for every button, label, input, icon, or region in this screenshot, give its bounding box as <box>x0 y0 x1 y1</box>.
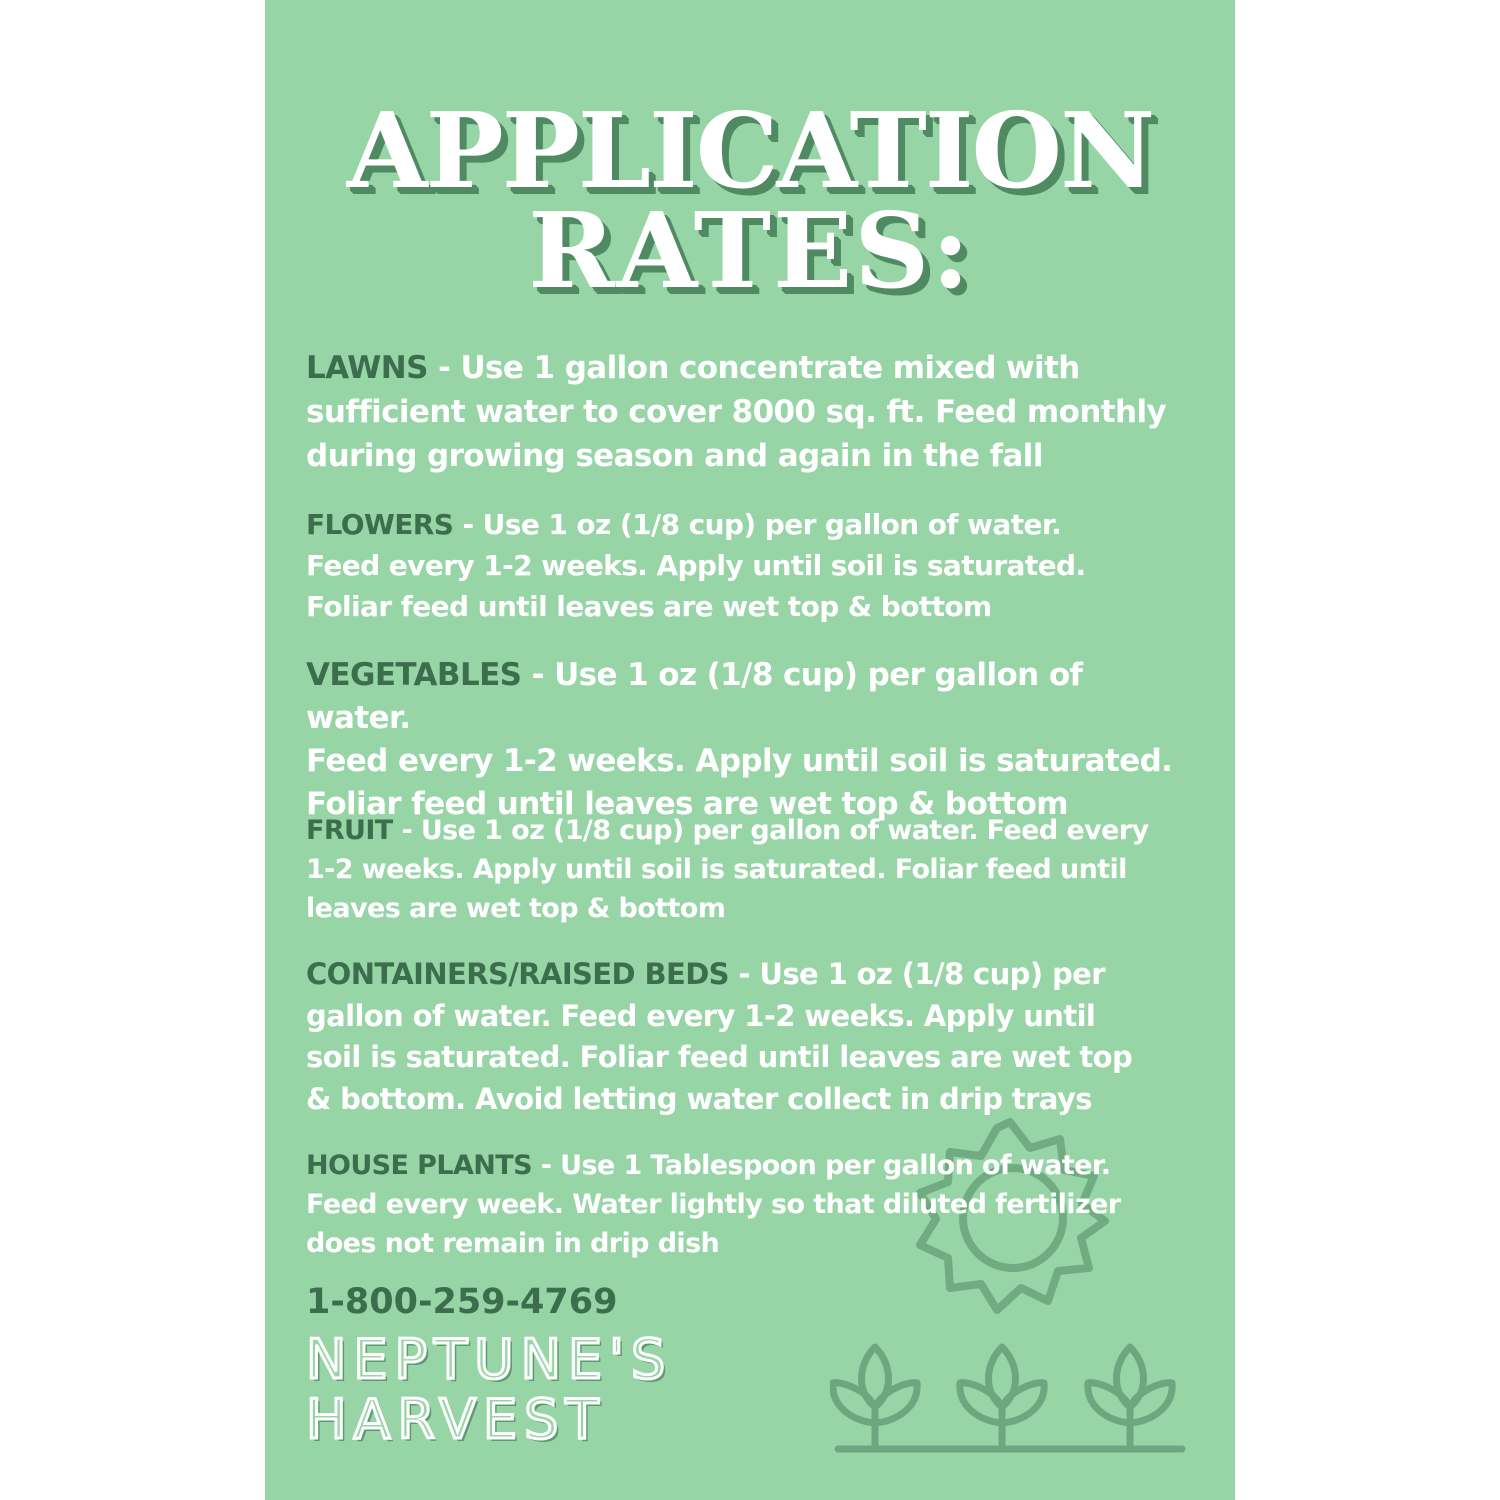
section-lawns <box>306 346 1186 478</box>
title-line-1: APPLICATION <box>346 89 1154 212</box>
section-text: - Use 1 oz (1/8 cup) per gallon of water. <box>462 508 1062 541</box>
section-vegetables <box>306 654 1186 826</box>
sprout-icon <box>830 1335 1190 1460</box>
section-text: sufficient water to cover 8000 sq. ft. Feed monthly <box>306 394 1167 430</box>
brand-logo-line-1: NEPTUNE'S <box>306 1328 673 1391</box>
title-line-2: RATES: <box>528 189 972 312</box>
brand-logo-line-2: HARVEST <box>306 1388 606 1451</box>
sprout-3 <box>1088 1347 1172 1447</box>
section-text: - Use 1 oz (1/8 cup) per gallon of water. Feed every <box>401 815 1149 846</box>
sprout-1 <box>833 1347 917 1447</box>
section-text: 1-2 weeks. Apply until soil is saturated. Foliar feed until <box>306 854 1127 885</box>
section-heading: FLOWERS <box>306 508 454 541</box>
section-text: does not remain in drip dish <box>306 1228 720 1259</box>
section-text: - Use 1 Tablespoon per gallon of water. <box>540 1150 1111 1181</box>
section-text: - Use 1 oz (1/8 cup) per <box>738 957 1105 991</box>
section-text: - Use 1 gallon concentrate mixed with <box>438 350 1080 386</box>
sprout-2 <box>960 1347 1044 1447</box>
application-rates-card <box>265 0 1235 1500</box>
phone-number: 1-800-259-4769 <box>306 1282 618 1322</box>
section-heading: LAWNS <box>306 350 428 386</box>
section-heading: CONTAINERS/RAISED BEDS <box>306 957 729 991</box>
section-text: soil is saturated. Foliar feed until leaves are wet top <box>306 1040 1133 1074</box>
section-text: Foliar feed until leaves are wet top & bottom <box>306 786 1068 822</box>
section-text: gallon of water. Feed every 1-2 weeks. Apply until <box>306 998 1096 1033</box>
section-text: - Use 1 oz (1/8 cup) per gallon of water. <box>306 657 1083 736</box>
section-fruit <box>306 811 1186 928</box>
section-heading: HOUSE PLANTS <box>306 1150 532 1181</box>
section-text: Feed every 1-2 weeks. Apply until soil is saturated. <box>306 743 1173 779</box>
section-house-plants <box>306 1146 1186 1263</box>
section-text: leaves are wet top & bottom <box>306 893 726 924</box>
section-flowers <box>306 504 1186 627</box>
section-heading: FRUIT <box>306 815 393 846</box>
section-text: Feed every 1-2 weeks. Apply until soil is saturated. <box>306 549 1086 582</box>
section-text: during growing season and again in the fall <box>306 438 1043 474</box>
section-text: Foliar feed until leaves are wet top & bottom <box>306 590 992 623</box>
section-text: Feed every week. Water lightly so that diluted fertilizer <box>306 1189 1121 1220</box>
section-heading: VEGETABLES <box>306 657 522 693</box>
section-text: & bottom. Avoid letting water collect in drip trays <box>306 1081 1092 1116</box>
section-containers-raised-beds <box>306 954 1186 1120</box>
